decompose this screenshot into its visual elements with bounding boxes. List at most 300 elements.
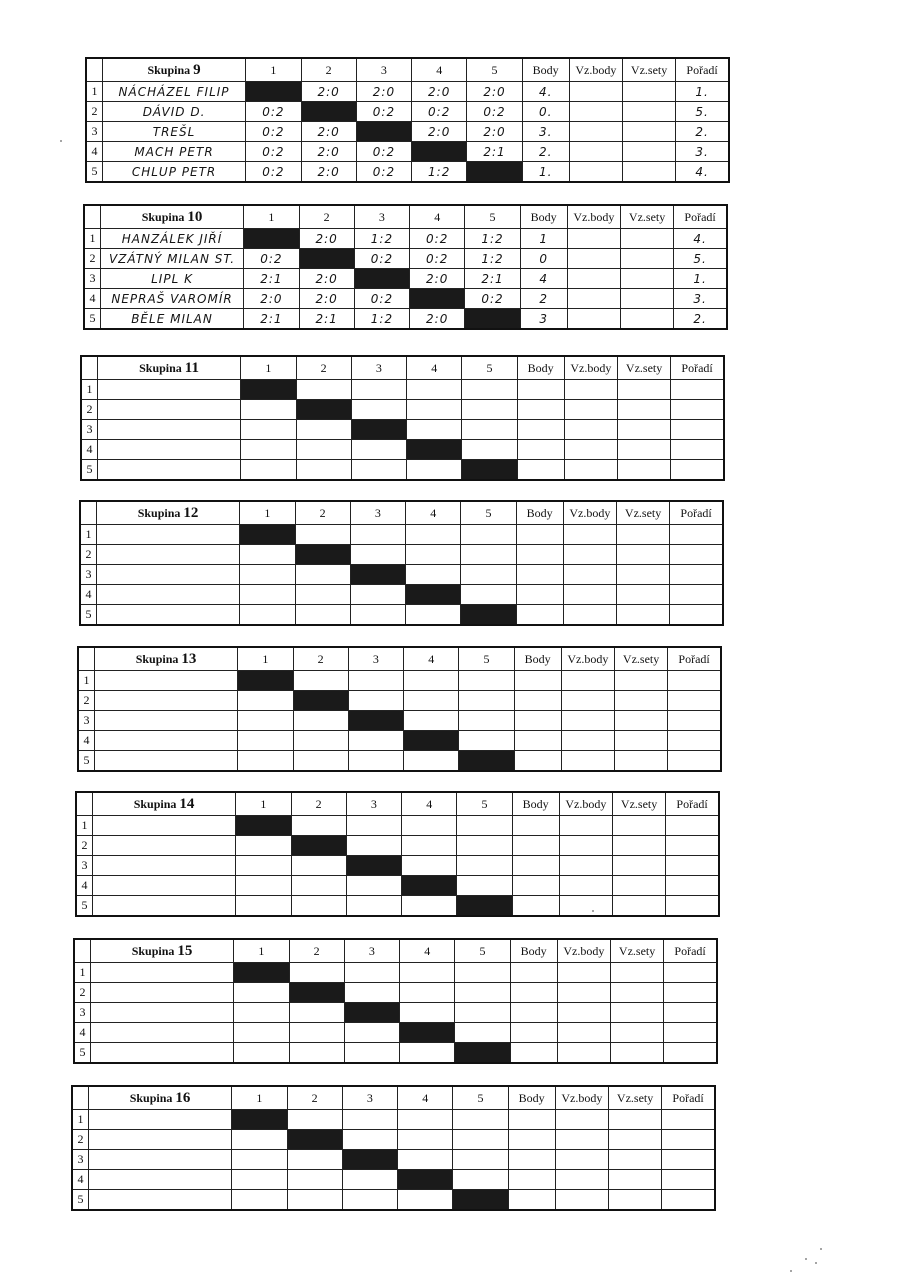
row-number: 2: [84, 249, 100, 269]
body-cell: [510, 963, 557, 983]
vz-body-cell: [567, 289, 620, 309]
player-row: [84, 309, 727, 330]
vz-sety-cell: [616, 585, 669, 605]
player-row: [74, 1043, 717, 1064]
player-row: [72, 1130, 715, 1150]
poradi-cell: [668, 691, 721, 711]
match-result: [238, 711, 293, 731]
match-result: [291, 856, 346, 876]
blocked-cell: [238, 671, 293, 691]
poradi-cell: [670, 525, 723, 545]
match-result: [400, 1043, 455, 1064]
vz-body-cell: [563, 565, 616, 585]
blocked-cell: [465, 309, 520, 330]
poradi-cell: [666, 816, 719, 836]
vz-sety-cell: [620, 229, 673, 249]
blocked-cell: [293, 691, 348, 711]
match-result: [350, 585, 405, 605]
poradi-cell: [662, 1110, 715, 1130]
poradi-cell: [671, 400, 724, 420]
player-name: [92, 876, 235, 896]
match-result: [232, 1190, 287, 1211]
match-result: [289, 1023, 344, 1043]
player-name: [90, 1043, 233, 1064]
group-title: [92, 792, 235, 816]
column-header-vz-body: Vz.body: [567, 205, 620, 229]
blocked-cell: [301, 102, 356, 122]
match-result: [232, 1150, 287, 1170]
player-name: [90, 963, 233, 983]
group-number: 16: [175, 1089, 191, 1106]
player-name: CHLUP PETR: [102, 162, 245, 183]
vz-body-cell: [561, 751, 614, 772]
poradi-cell: 3.: [674, 289, 727, 309]
scan-speck: [60, 140, 62, 142]
body-cell: [512, 876, 559, 896]
corner-cell: [72, 1086, 88, 1110]
vz-sety-cell: [622, 142, 675, 162]
match-result: [461, 565, 516, 585]
player-name: [88, 1170, 231, 1190]
vz-sety-cell: [616, 605, 669, 626]
player-row: [72, 1170, 715, 1190]
vz-body-cell: [561, 671, 614, 691]
match-result: [295, 605, 350, 626]
player-row: [80, 545, 723, 565]
column-header-4: 4: [412, 58, 467, 82]
row-number: 1: [78, 671, 94, 691]
column-header-5: 5: [461, 501, 516, 525]
match-result: [232, 1170, 287, 1190]
body-cell: [516, 565, 563, 585]
group-table-9: [85, 57, 730, 183]
column-header-vz-sety: Vz.sety: [620, 205, 673, 229]
row-number: 5: [81, 460, 97, 481]
vz-body-cell: [563, 605, 616, 626]
vz-sety-cell: [610, 1023, 663, 1043]
poradi-cell: [662, 1130, 715, 1150]
row-number: 1: [76, 816, 92, 836]
row-number: 5: [74, 1043, 90, 1064]
match-result: [287, 1150, 342, 1170]
player-row: [76, 856, 719, 876]
match-result: [238, 691, 293, 711]
row-number: 1: [74, 963, 90, 983]
vz-body-cell: [557, 963, 610, 983]
column-header-poradi: Pořadí: [662, 1086, 715, 1110]
group-number: 13: [181, 650, 197, 667]
match-result: [402, 836, 457, 856]
match-result: 1:2: [465, 229, 520, 249]
match-result: [461, 585, 516, 605]
match-result: [459, 711, 514, 731]
vz-body-cell: [564, 400, 617, 420]
blocked-cell: [342, 1150, 397, 1170]
vz-body-cell: [569, 122, 622, 142]
player-row: [72, 1110, 715, 1130]
blocked-cell: [241, 380, 296, 400]
blocked-cell: [296, 400, 351, 420]
match-result: [241, 460, 296, 481]
match-result: [462, 420, 517, 440]
vz-sety-cell: [614, 751, 667, 772]
blocked-cell: [299, 249, 354, 269]
poradi-cell: 4.: [674, 229, 727, 249]
match-result: 2:0: [410, 309, 465, 330]
body-cell: 0: [520, 249, 567, 269]
match-result: [346, 896, 401, 917]
vz-sety-cell: [614, 691, 667, 711]
player-name: [94, 731, 237, 751]
player-name: [96, 565, 239, 585]
player-name: [90, 983, 233, 1003]
row-number: 4: [80, 585, 96, 605]
player-row: [72, 1150, 715, 1170]
row-number: 5: [72, 1190, 88, 1211]
match-result: [344, 1043, 399, 1064]
vz-body-cell: [567, 229, 620, 249]
vz-sety-cell: [622, 82, 675, 102]
column-header-2: 2: [301, 58, 356, 82]
blocked-cell: [467, 162, 522, 183]
corner-cell: [76, 792, 92, 816]
match-result: [234, 1003, 289, 1023]
match-result: 2:0: [299, 269, 354, 289]
match-result: 2:1: [467, 142, 522, 162]
vz-sety-cell: [616, 565, 669, 585]
match-result: [459, 671, 514, 691]
match-result: [350, 525, 405, 545]
body-cell: [517, 440, 564, 460]
vz-sety-cell: [608, 1110, 661, 1130]
blocked-cell: [407, 440, 462, 460]
row-number: 4: [74, 1023, 90, 1043]
blocked-cell: [246, 82, 301, 102]
vz-body-cell: [569, 162, 622, 183]
match-result: [351, 380, 406, 400]
column-header-3: 3: [351, 356, 406, 380]
match-result: [457, 856, 512, 876]
group-title: [88, 1086, 231, 1110]
column-header-body: Body: [522, 58, 569, 82]
player-row: [74, 1003, 717, 1023]
column-header-2: 2: [299, 205, 354, 229]
match-result: [238, 731, 293, 751]
column-header-3: 3: [342, 1086, 397, 1110]
match-result: [348, 731, 403, 751]
vz-sety-cell: [610, 1043, 663, 1064]
vz-sety-cell: [617, 440, 670, 460]
column-header-1: 1: [236, 792, 291, 816]
blocked-cell: [351, 420, 406, 440]
column-header-poradi: Pořadí: [670, 501, 723, 525]
group-table-13: [77, 646, 722, 772]
player-name: [90, 1003, 233, 1023]
blocked-cell: [406, 585, 461, 605]
body-cell: [517, 380, 564, 400]
poradi-cell: [664, 1023, 717, 1043]
row-number: 3: [84, 269, 100, 289]
vz-sety-cell: [617, 400, 670, 420]
group-title: [94, 647, 237, 671]
row-number: 4: [81, 440, 97, 460]
header-row: [80, 501, 723, 525]
column-header-3: 3: [356, 58, 411, 82]
poradi-cell: 2.: [676, 122, 729, 142]
body-cell: [514, 711, 561, 731]
column-header-vz-body: Vz.body: [555, 1086, 608, 1110]
match-result: [287, 1110, 342, 1130]
match-result: [461, 545, 516, 565]
match-result: [407, 400, 462, 420]
player-name: [96, 605, 239, 626]
blocked-cell: [287, 1130, 342, 1150]
match-result: 0:2: [354, 289, 409, 309]
vz-sety-cell: [617, 420, 670, 440]
header-row: [78, 647, 721, 671]
player-name: [88, 1110, 231, 1130]
player-row: [80, 565, 723, 585]
poradi-cell: 1.: [674, 269, 727, 289]
body-cell: [512, 856, 559, 876]
group-number: 12: [183, 504, 199, 521]
blocked-cell: [289, 983, 344, 1003]
match-result: [453, 1130, 508, 1150]
body-cell: [516, 545, 563, 565]
match-result: [291, 876, 346, 896]
row-number: 2: [81, 400, 97, 420]
match-result: 2:1: [244, 309, 299, 330]
player-row: [78, 711, 721, 731]
column-header-vz-body: Vz.body: [561, 647, 614, 671]
match-result: [406, 525, 461, 545]
body-cell: 3.: [522, 122, 569, 142]
vz-body-cell: [561, 731, 614, 751]
group-label: Skupina: [133, 796, 177, 811]
player-name: LIPL K: [100, 269, 243, 289]
vz-sety-cell: [616, 525, 669, 545]
match-result: 0:2: [467, 102, 522, 122]
scan-speck: [805, 1258, 807, 1260]
match-result: [457, 836, 512, 856]
body-cell: [514, 751, 561, 772]
poradi-cell: [670, 545, 723, 565]
group-table-11: [80, 355, 725, 481]
match-result: 0:2: [246, 162, 301, 183]
vz-body-cell: [564, 460, 617, 481]
body-cell: [510, 983, 557, 1003]
player-name: NEPRAŠ VAROMÍR: [100, 289, 243, 309]
row-number: 3: [78, 711, 94, 731]
match-result: 0:2: [356, 102, 411, 122]
match-result: [404, 671, 459, 691]
blocked-cell: [350, 565, 405, 585]
row-number: 2: [78, 691, 94, 711]
match-result: [293, 711, 348, 731]
match-result: [406, 605, 461, 626]
blocked-cell: [459, 751, 514, 772]
blocked-cell: [398, 1170, 453, 1190]
blocked-cell: [348, 711, 403, 731]
body-cell: [517, 400, 564, 420]
column-header-vz-sety: Vz.sety: [612, 792, 665, 816]
vz-body-cell: [567, 309, 620, 330]
match-result: [236, 836, 291, 856]
poradi-cell: 5.: [674, 249, 727, 269]
poradi-cell: 4.: [676, 162, 729, 183]
match-result: 0:2: [356, 162, 411, 183]
vz-body-cell: [561, 711, 614, 731]
player-name: [88, 1130, 231, 1150]
body-cell: [514, 671, 561, 691]
match-result: [346, 876, 401, 896]
blocked-cell: [346, 856, 401, 876]
column-header-vz-body: Vz.body: [563, 501, 616, 525]
corner-cell: [84, 205, 100, 229]
player-row: [80, 585, 723, 605]
poradi-cell: [670, 605, 723, 626]
vz-sety-cell: [608, 1130, 661, 1150]
group-label: Skupina: [131, 943, 175, 958]
match-result: 2:0: [301, 82, 356, 102]
column-header-5: 5: [462, 356, 517, 380]
vz-sety-cell: [608, 1170, 661, 1190]
match-result: [293, 731, 348, 751]
column-header-3: 3: [350, 501, 405, 525]
column-header-4: 4: [406, 501, 461, 525]
column-header-vz-sety: Vz.sety: [617, 356, 670, 380]
player-row: [80, 605, 723, 626]
match-result: [287, 1190, 342, 1211]
group-number: 15: [177, 942, 193, 959]
poradi-cell: [664, 1003, 717, 1023]
row-number: 4: [72, 1170, 88, 1190]
match-result: [455, 963, 510, 983]
body-cell: 0.: [522, 102, 569, 122]
player-row: [74, 1023, 717, 1043]
match-result: [342, 1190, 397, 1211]
column-header-vz-sety: Vz.sety: [610, 939, 663, 963]
player-name: [88, 1150, 231, 1170]
match-result: 2:0: [412, 82, 467, 102]
player-row: [74, 983, 717, 1003]
vz-body-cell: [557, 1003, 610, 1023]
match-result: [453, 1150, 508, 1170]
scan-speck: [592, 910, 594, 912]
blocked-cell: [404, 731, 459, 751]
column-header-3: 3: [348, 647, 403, 671]
column-header-poradi: Pořadí: [668, 647, 721, 671]
group-label: Skupina: [139, 360, 182, 375]
vz-sety-cell: [622, 122, 675, 142]
group-number: 9: [193, 61, 201, 78]
column-header-body: Body: [516, 501, 563, 525]
match-result: [241, 420, 296, 440]
body-cell: 3: [520, 309, 567, 330]
match-result: [295, 525, 350, 545]
vz-body-cell: [559, 816, 612, 836]
player-row: [78, 731, 721, 751]
match-result: 0:2: [410, 249, 465, 269]
match-result: [406, 565, 461, 585]
blocked-cell: [461, 605, 516, 626]
match-result: 2:0: [244, 289, 299, 309]
match-result: [296, 440, 351, 460]
vz-body-cell: [567, 269, 620, 289]
blocked-cell: [410, 289, 465, 309]
match-result: [295, 585, 350, 605]
poradi-cell: [670, 585, 723, 605]
column-header-poradi: Pořadí: [666, 792, 719, 816]
match-result: [291, 896, 346, 917]
vz-body-cell: [559, 856, 612, 876]
player-row: [76, 816, 719, 836]
player-name: NÁCHÁZEL FILIP: [102, 82, 245, 102]
row-number: 1: [86, 82, 102, 102]
blocked-cell: [240, 525, 295, 545]
player-row: [78, 691, 721, 711]
player-row: [76, 896, 719, 917]
vz-body-cell: [564, 380, 617, 400]
vz-body-cell: [559, 836, 612, 856]
player-name: [96, 585, 239, 605]
row-number: 3: [81, 420, 97, 440]
column-header-2: 2: [296, 356, 351, 380]
header-row: [86, 58, 729, 82]
match-result: [291, 816, 346, 836]
blocked-cell: [453, 1190, 508, 1211]
vz-sety-cell: [612, 856, 665, 876]
vz-body-cell: [555, 1150, 608, 1170]
column-header-5: 5: [467, 58, 522, 82]
row-number: 5: [84, 309, 100, 330]
blocked-cell: [400, 1023, 455, 1043]
column-header-body: Body: [510, 939, 557, 963]
body-cell: [510, 1043, 557, 1064]
match-result: [346, 836, 401, 856]
row-number: 1: [72, 1110, 88, 1130]
player-name: BĚLE MILAN: [100, 309, 243, 330]
row-number: 1: [80, 525, 96, 545]
column-header-1: 1: [244, 205, 299, 229]
match-result: [407, 420, 462, 440]
row-number: 4: [78, 731, 94, 751]
player-row: [84, 269, 727, 289]
row-number: 5: [80, 605, 96, 626]
body-cell: [512, 816, 559, 836]
row-number: 3: [76, 856, 92, 876]
match-result: 0:2: [410, 229, 465, 249]
match-result: [406, 545, 461, 565]
body-cell: [512, 896, 559, 917]
vz-body-cell: [564, 420, 617, 440]
body-cell: [516, 525, 563, 545]
column-header-3: 3: [354, 205, 409, 229]
match-result: [234, 983, 289, 1003]
match-result: [402, 856, 457, 876]
poradi-cell: 1.: [676, 82, 729, 102]
match-result: [455, 1023, 510, 1043]
group-title: [97, 356, 240, 380]
match-result: [351, 460, 406, 481]
match-result: 0:2: [246, 102, 301, 122]
vz-sety-cell: [622, 102, 675, 122]
blocked-cell: [356, 122, 411, 142]
poradi-cell: [671, 380, 724, 400]
match-result: [404, 711, 459, 731]
poradi-cell: [671, 460, 724, 481]
match-result: [351, 440, 406, 460]
